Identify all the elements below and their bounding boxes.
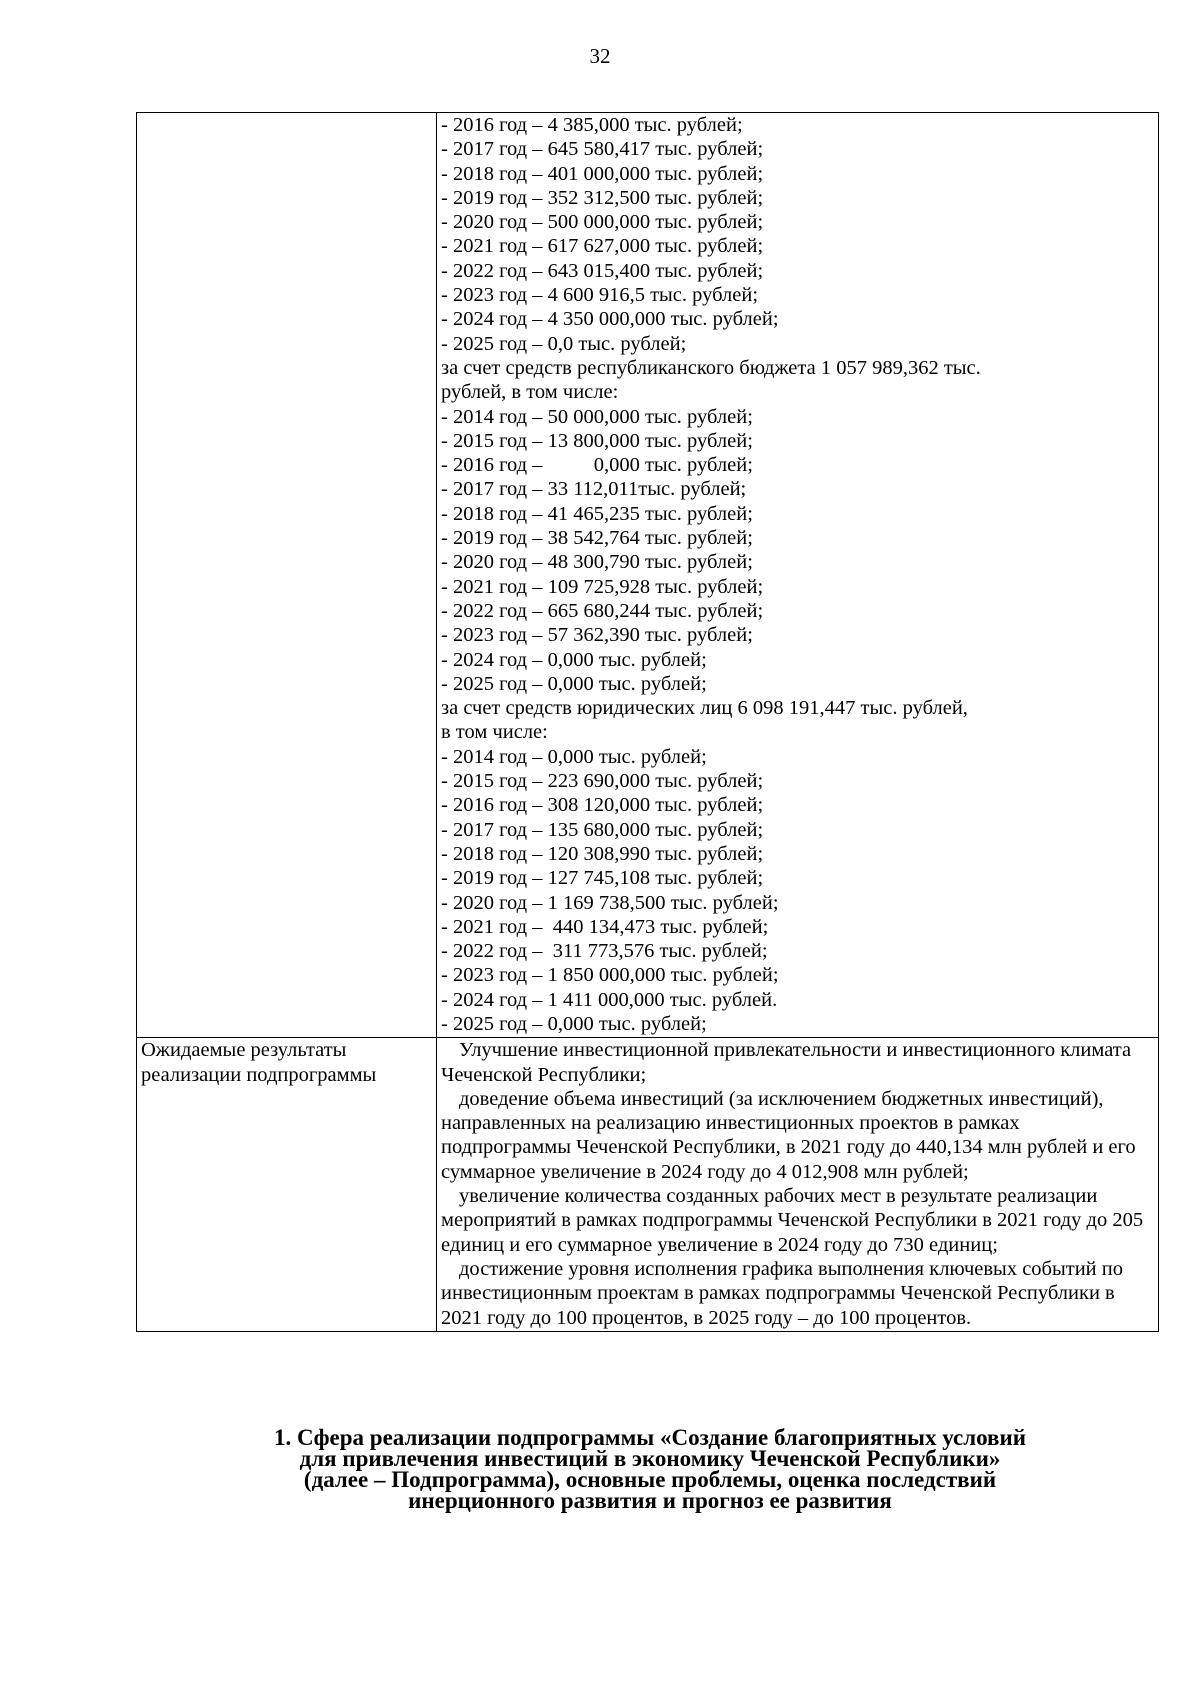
results-label-cell: Ожидаемые результаты реализации подпрограммы	[137, 1038, 437, 1332]
funding-line: - 2025 год – 0,0 тыс. рублей;	[441, 332, 687, 355]
funding-line: рублей, в том числе:	[441, 381, 619, 404]
program-passport-table	[136, 112, 1159, 1332]
funding-line: - 2022 год – 311 773,576 тыс. рублей;	[441, 940, 768, 963]
funding-line: - 2025 год – 0,000 тыс. рублей;	[441, 1012, 707, 1035]
funding-line: - 2024 год – 4 350 000,000 тыс. рублей;	[441, 308, 779, 331]
page-number: 32	[589, 44, 611, 68]
section-heading-line: для привлечения инвестиций в экономику Чеченской Республики»	[299, 1446, 1001, 1471]
funding-line: - 2024 год – 0,000 тыс. рублей;	[441, 648, 707, 671]
funding-line: - 2015 год – 223 690,000 тыс. рублей;	[441, 770, 764, 793]
funding-line: - 2022 год – 665 680,244 тыс. рублей;	[441, 599, 764, 622]
funding-line: - 2019 год – 38 542,764 тыс. рублей;	[441, 527, 753, 550]
funding-line: за счет средств юридических лиц 6 098 191,447 тыс. рублей,	[441, 697, 968, 720]
funding-line: - 2023 год – 57 362,390 тыс. рублей;	[441, 624, 753, 647]
section-heading	[140, 1427, 1160, 1511]
funding-line: - 2023 год – 4 600 916,5 тыс. рублей;	[441, 284, 759, 307]
funding-line: - 2017 год – 33 112,011тыс. рублей;	[441, 478, 747, 501]
results-text-cell	[437, 1038, 1159, 1332]
result-paragraph: доведение объема инвестиций (за исключением бюджетных инвестиций), направленных на реализацию инвестиционных проектов в рамках подпрограммы Чеченской Республики, в 2021 году до 440,134 млн рублей и его суммарное увеличение в 2024 году до 4 012,908 млн рублей;	[441, 1087, 1136, 1183]
result-paragraph: достижение уровня исполнения графика выполнения ключевых событий по инвестиционным проектам в рамках подпрограммы Чеченской Республики в 2021 году до 100 процентов, в 2025 году – до 100 процентов.	[441, 1257, 1123, 1329]
result-paragraph: увеличение количества созданных рабочих мест в результате реализации мероприятий в рамках подпрограммы Чеченской Республики в 2021 году до 205 единиц и его суммарное увеличение в 2024 году до 730 единиц;	[441, 1185, 1144, 1256]
section-heading-line: 1. Сфера реализации подпрограммы «Создание благоприятных условий	[274, 1425, 1026, 1450]
funding-line: - 2015 год – 13 800,000 тыс. рублей;	[441, 429, 753, 452]
funding-line: - 2018 год – 120 308,990 тыс. рублей;	[441, 842, 764, 865]
funding-line: - 2016 год – 0,000 тыс. рублей;	[441, 454, 753, 477]
result-paragraph: Улучшение инвестиционной привлекательности и инвестиционного климата Чеченской Республики;	[441, 1039, 1132, 1086]
funding-line: за счет средств республиканского бюджета 1 057 989,362 тыс.	[441, 356, 981, 379]
funding-line: - 2020 год – 48 300,790 тыс. рублей;	[441, 551, 753, 574]
funding-line: - 2021 год – 109 725,928 тыс. рублей;	[441, 575, 764, 598]
funding-line: - 2024 год – 1 411 000,000 тыс. рублей.	[441, 988, 778, 1011]
funding-line: - 2019 год – 352 312,500 тыс. рублей;	[441, 186, 764, 209]
funding-line: в том числе:	[441, 721, 548, 744]
section-heading-line: инерционного развития и прогноз ее развития	[408, 1488, 892, 1513]
funding-line: - 2025 год – 0,000 тыс. рублей;	[441, 672, 707, 695]
funding-line: - 2018 год – 41 465,235 тыс. рублей;	[441, 502, 753, 525]
funding-row	[137, 113, 1159, 1038]
funding-line: - 2021 год – 440 134,473 тыс. рублей;	[441, 915, 769, 938]
funding-line: - 2023 год – 1 850 000,000 тыс. рублей;	[441, 964, 779, 987]
funding-line: - 2019 год – 127 745,108 тыс. рублей;	[441, 867, 764, 890]
funding-line: - 2018 год – 401 000,000 тыс. рублей;	[441, 162, 764, 185]
funding-line: - 2017 год – 135 680,000 тыс. рублей;	[441, 818, 764, 841]
funding-line: - 2022 год – 643 015,400 тыс. рублей;	[441, 259, 764, 282]
funding-line: - 2016 год – 4 385,000 тыс. рублей;	[441, 114, 743, 136]
funding-values-cell	[437, 113, 1159, 1038]
funding-line: - 2020 год – 500 000,000 тыс. рублей;	[441, 211, 764, 234]
funding-line: - 2020 год – 1 169 738,500 тыс. рублей;	[441, 891, 779, 914]
results-row	[137, 1038, 1159, 1332]
section-heading-line: (далее – Подпрограмма), основные проблемы, оценка последствий	[303, 1467, 997, 1492]
funding-label-cell	[137, 113, 437, 1038]
funding-line: - 2014 год – 0,000 тыс. рублей;	[441, 745, 707, 768]
funding-line: - 2021 год – 617 627,000 тыс. рублей;	[441, 235, 764, 258]
funding-line: - 2016 год – 308 120,000 тыс. рублей;	[441, 794, 764, 817]
funding-line: - 2017 год – 645 580,417 тыс. рублей;	[441, 138, 764, 161]
funding-line: - 2014 год – 50 000,000 тыс. рублей;	[441, 405, 753, 428]
